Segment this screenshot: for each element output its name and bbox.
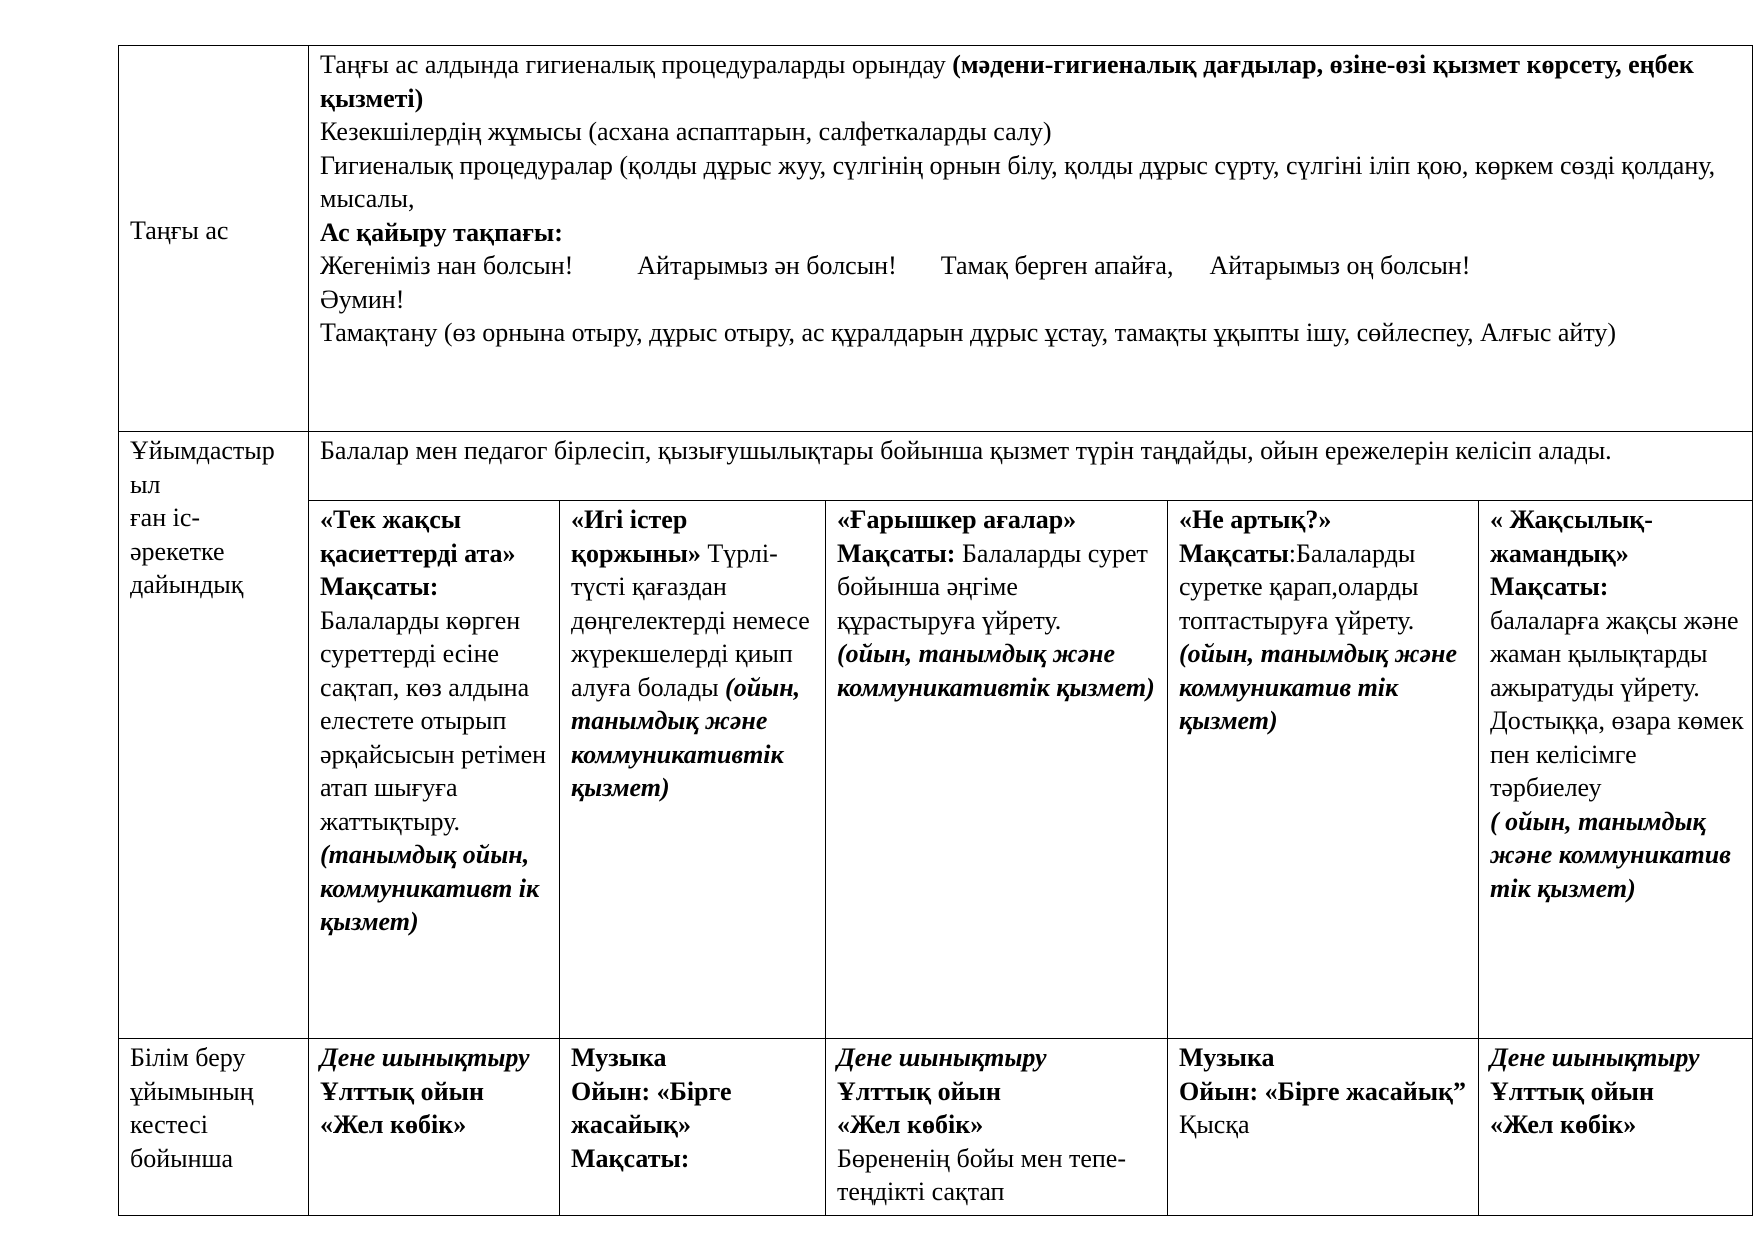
activity-game: Ойын: «Бірге жасайық” xyxy=(1179,1076,1466,1106)
game-activity: ( ойын, танымдық және коммуникатив тік қызмет) xyxy=(1490,806,1731,903)
activity-subject: Дене шынықтыру xyxy=(837,1043,1047,1072)
organization-label-line: Білім беру xyxy=(130,1043,246,1072)
game-goal-label: Мақсаты: xyxy=(1490,572,1609,601)
breakfast-sayings xyxy=(320,249,1744,283)
saying-line: Айтарымыз ән болсын! xyxy=(637,251,897,280)
breakfast-row xyxy=(119,46,1753,432)
activity-name: «Жел көбік» xyxy=(1490,1110,1637,1139)
preparation-intro-text: Балалар мен педагог бірлесіп, қызығушылықтары бойынша қызмет түрін таңдайды, ойын ережелерін келісіп алады. xyxy=(320,436,1612,465)
game-cell xyxy=(309,501,560,1039)
activity-game: Ұлттық ойын xyxy=(1490,1076,1654,1106)
breakfast-duty-text: Кезекшілердің жұмысы (асхана аспаптарын, салфеткаларды салу) xyxy=(320,117,1052,146)
game-activity: (ойын, танымдық және коммуникативтік қызмет) xyxy=(571,672,801,802)
game-cell xyxy=(1479,501,1753,1039)
activity-name: «Жел көбік» xyxy=(320,1110,467,1139)
game-goal-text: Балаларды сурет бойынша әңгіме құрастыруға үйрету. xyxy=(837,538,1148,635)
saying-line: Тамақ берген апайға, xyxy=(940,251,1174,280)
activity-cell xyxy=(1168,1039,1479,1216)
game-cell xyxy=(1168,501,1479,1039)
activity-subject: Музыка xyxy=(1179,1043,1275,1072)
game-title: «Тек жақсы қасиеттерді ата» xyxy=(320,505,516,568)
activity-subject: Дене шынықтыру xyxy=(1490,1043,1700,1072)
game-activity: (танымдық ойын, коммуникативт ік қызмет) xyxy=(320,840,540,936)
breakfast-hygiene-text: Гигиеналық процедуралар (қолды дұрыс жуу, сүлгінің орнын білу, қолды дұрыс сүрту, сүлгіні іліп қою, көркем сөзді қолдану, мысалы, xyxy=(320,150,1716,213)
activity-game: Ойын: «Бірге жасайық» xyxy=(571,1076,732,1139)
breakfast-amen: Әумин! xyxy=(320,284,405,314)
activity-cell xyxy=(309,1039,560,1216)
game-title: « Жақсылық-жамандық» xyxy=(1490,505,1653,568)
organization-label-line: бойынша xyxy=(130,1143,234,1173)
activity-description: Қысқа xyxy=(1179,1110,1250,1139)
game-goal-text: Балаларды көрген суреттерді есіне сақтап, көз алдына елестете отырып әрқайсысын ретімен атап шығуға жаттықтыру. xyxy=(320,605,547,836)
activity-subject: Музыка xyxy=(571,1043,667,1072)
preparation-intro xyxy=(309,432,1753,501)
game-cell xyxy=(826,501,1168,1039)
game-goal-text: балаларға жақсы және жаман қылықтарды ажыратуды үйрету. Достыққа, өзара көмек пен келісімге тәрбиелеу xyxy=(1490,605,1744,802)
breakfast-hygiene-intro: Таңғы ас алдында гигиеналық процедураларды орындау (мәдени-гигиеналық дағдылар, өзіне-өзі қызмет көрсету, еңбек қызметі) xyxy=(320,50,1694,113)
activity-subject: Дене шынықтыру xyxy=(320,1043,530,1072)
activity-game: Ұлттық ойын xyxy=(837,1076,1001,1106)
game-goal-text: :Балаларды суретке қарап,оларды топтастыруға үйрету. xyxy=(1179,538,1419,635)
breakfast-content xyxy=(309,46,1753,432)
game-title: «Ғарышкер ағалар» xyxy=(837,505,1077,534)
organization-row xyxy=(119,1039,1753,1216)
breakfast-saying-title: Ас қайыру тақпағы: xyxy=(320,217,563,247)
organization-label-line: ұйымының xyxy=(130,1076,254,1106)
daily-schedule-table xyxy=(118,45,1753,1216)
breakfast-label-text: Таңғы ас xyxy=(130,215,229,245)
preparation-label-line: әрекетке xyxy=(130,536,225,566)
game-title: «Не артық?» xyxy=(1179,505,1332,534)
game-activity: (ойын, танымдық және коммуникативтік қызмет) xyxy=(837,639,1155,702)
breakfast-eating-text: Тамақтану (өз орнына отыру, дұрыс отыру, ас құралдарын дұрыс ұстау, тамақты ұқыпты ішу, сөйлеспеу, Алғыс айту) xyxy=(320,318,1617,347)
preparation-label-line: ған іс- xyxy=(130,503,201,532)
preparation-intro-row xyxy=(119,432,1753,501)
game-goal-label: Мақсаты: xyxy=(837,538,956,568)
preparation-games-row xyxy=(119,501,1753,1039)
organization-label-line: кестесі xyxy=(130,1110,209,1139)
activity-cell xyxy=(1479,1039,1753,1216)
activity-goal-label: Мақсаты: xyxy=(571,1143,690,1173)
game-goal-label: Мақсаты xyxy=(1179,538,1289,568)
activity-name: «Жел көбік» xyxy=(837,1110,984,1139)
activity-cell xyxy=(826,1039,1168,1216)
activity-game: Ұлттық ойын xyxy=(320,1076,484,1106)
activity-cell xyxy=(560,1039,826,1216)
preparation-label-line: ыл xyxy=(130,469,161,499)
preparation-label-line: Ұйымдастыр xyxy=(130,436,275,465)
saying-line: Айтарымыз оң болсын! xyxy=(1209,251,1471,280)
breakfast-label xyxy=(119,46,309,432)
game-goal-text: Түрлі-түсті қағаздан дөңгелектерді немесе жүрекшелерді қиып алуға болады xyxy=(571,538,810,702)
game-cell xyxy=(560,501,826,1039)
organization-label xyxy=(119,1039,309,1216)
game-goal-label: Мақсаты: xyxy=(320,572,439,601)
preparation-label xyxy=(119,432,309,1039)
preparation-label-line: дайындық xyxy=(130,570,244,599)
activity-description: Бөрененің бойы мен тепе-теңдікті сақтап xyxy=(837,1143,1127,1206)
saying-line: Жегеніміз нан болсын! xyxy=(320,251,574,280)
game-activity: (ойын, танымдық және коммуникатив тік қызмет) xyxy=(1179,639,1457,735)
game-title: «Игі істер қоржыны» xyxy=(571,505,701,568)
